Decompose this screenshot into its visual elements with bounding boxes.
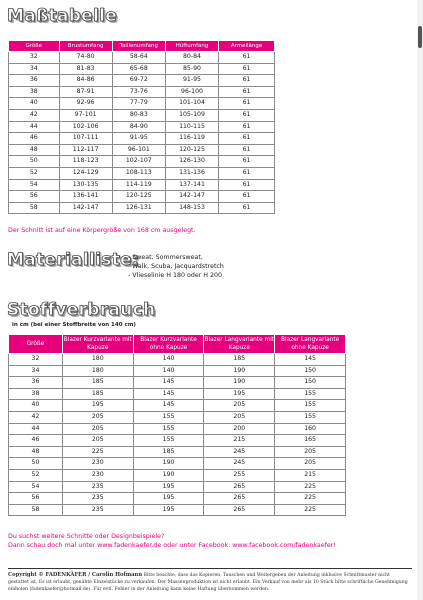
table-cell: 58: [9, 202, 60, 214]
table-cell: 230: [62, 469, 133, 481]
table-cell: 126-131: [112, 202, 165, 214]
table-cell: 185: [62, 388, 133, 400]
material-item: Walk, Scuba, Jacquardstretch: [132, 263, 224, 270]
table-cell: 225: [275, 481, 346, 493]
table-cell: 61: [219, 133, 275, 145]
table-row: [9, 365, 346, 377]
table-cell: 265: [204, 481, 275, 493]
table-row: [9, 469, 346, 481]
size-table-header-cell: Taillenumfang: [112, 41, 165, 52]
table-cell: 61: [219, 179, 275, 191]
table-cell: 38: [9, 86, 60, 98]
table-cell: 155: [275, 400, 346, 412]
table-cell: 255: [204, 469, 275, 481]
table-cell: 200: [204, 423, 275, 435]
table-cell: 96-100: [165, 86, 218, 98]
table-cell: 44: [9, 121, 60, 133]
table-cell: 92-96: [59, 98, 112, 110]
material-list-title: Materialliste:: [7, 250, 139, 270]
table-cell: 205: [62, 423, 133, 435]
table-row: [9, 504, 346, 516]
fabric-usage-title: Stoffverbrauch: [7, 300, 156, 320]
size-table-header-cell: Armellänge: [219, 41, 275, 52]
table-row: [9, 52, 275, 64]
table-cell: 235: [62, 504, 133, 516]
table-cell: 130-135: [59, 179, 112, 191]
table-cell: 265: [204, 493, 275, 505]
table-cell: 140: [133, 365, 204, 377]
table-cell: 107-111: [59, 133, 112, 145]
table-cell: 54: [9, 481, 63, 493]
table-row: [9, 98, 275, 110]
table-cell: 65-68: [112, 63, 165, 75]
material-list: [128, 253, 224, 280]
table-cell: 190: [204, 377, 275, 389]
table-cell: 235: [62, 481, 133, 493]
table-cell: 105-109: [165, 109, 218, 121]
table-cell: 155: [133, 411, 204, 423]
table-cell: 61: [219, 109, 275, 121]
table-cell: 180: [62, 365, 133, 377]
fabric-usage-table-header-cell: Blazer Langvariante mit Kapuze: [204, 335, 275, 354]
fabric-usage-table-header-cell: Blazer Langvariante ohne Kapuze: [275, 335, 346, 354]
table-cell: 124-129: [59, 167, 112, 179]
copyright-label: Copyright © FADENKÄFER / Carolin Hofmann: [8, 572, 143, 578]
table-cell: 145: [275, 354, 346, 366]
table-cell: 48: [9, 446, 63, 458]
table-cell: 136-141: [59, 191, 112, 203]
table-cell: 61: [219, 98, 275, 110]
table-row: [9, 144, 275, 156]
table-cell: 52: [9, 469, 63, 481]
table-cell: 61: [219, 75, 275, 87]
table-cell: 80-83: [112, 109, 165, 121]
table-row: [9, 388, 346, 400]
table-cell: 118-123: [59, 156, 112, 168]
size-table-header-cell: Brustumfang: [59, 41, 112, 52]
table-cell: 131-136: [165, 167, 218, 179]
table-cell: 42: [9, 109, 60, 121]
footer-divider: [8, 568, 412, 569]
table-cell: 160: [275, 423, 346, 435]
table-cell: 265: [204, 504, 275, 516]
table-cell: 120-125: [165, 144, 218, 156]
table-cell: 225: [275, 504, 346, 516]
table-cell: 185: [204, 354, 275, 366]
table-cell: 205: [62, 411, 133, 423]
table-cell: 40: [9, 400, 63, 412]
table-cell: 205: [204, 411, 275, 423]
table-cell: 137-141: [165, 179, 218, 191]
table-cell: 81-83: [59, 63, 112, 75]
table-cell: 150: [275, 377, 346, 389]
table-cell: 97-101: [59, 109, 112, 121]
table-cell: 61: [219, 202, 275, 214]
scrollbar[interactable]: [417, 0, 423, 600]
table-cell: 155: [275, 411, 346, 423]
table-row: [9, 481, 346, 493]
table-cell: 42: [9, 411, 63, 423]
website-link[interactable]: Dann schau doch mal unter www.fadenkaefer.de oder unter Facebook: www.facebook.com/fadenkaefer!: [8, 542, 336, 549]
table-cell: 46: [9, 133, 60, 145]
table-cell: 145: [133, 400, 204, 412]
table-cell: 108-113: [112, 167, 165, 179]
table-row: [9, 435, 346, 447]
material-item: - Sweat, Sommersweat,: [128, 254, 203, 261]
table-row: [9, 191, 275, 203]
table-cell: 101-104: [165, 98, 218, 110]
table-cell: 235: [62, 493, 133, 505]
table-row: [9, 423, 346, 435]
table-cell: 205: [275, 446, 346, 458]
table-cell: 58-64: [112, 52, 165, 64]
footer: [8, 572, 412, 593]
table-row: [9, 86, 275, 98]
table-cell: 190: [204, 365, 275, 377]
table-cell: 73-76: [112, 86, 165, 98]
table-row: [9, 400, 346, 412]
table-cell: 56: [9, 493, 63, 505]
table-row: [9, 458, 346, 470]
table-cell: 145: [133, 388, 204, 400]
table-cell: 50: [9, 458, 63, 470]
table-cell: 195: [133, 493, 204, 505]
table-cell: 74-80: [59, 52, 112, 64]
size-table: [8, 40, 275, 214]
table-cell: 32: [9, 354, 63, 366]
table-cell: 56: [9, 191, 60, 203]
table-cell: 110-115: [165, 121, 218, 133]
table-cell: 225: [62, 446, 133, 458]
table-cell: 85-90: [165, 63, 218, 75]
design-question: Du suchst weitere Schnitte oder Designbeispiele?: [8, 533, 165, 540]
table-cell: 230: [62, 458, 133, 470]
table-cell: 34: [9, 365, 63, 377]
table-cell: 80-84: [165, 52, 218, 64]
fabric-usage-table-header-cell: Blazer Kurzvariante mit Kapuze: [62, 335, 133, 354]
table-cell: 91-95: [112, 133, 165, 145]
table-cell: 61: [219, 144, 275, 156]
size-table-header: [9, 41, 275, 52]
table-cell: 77-79: [112, 98, 165, 110]
table-row: [9, 493, 346, 505]
table-cell: 245: [204, 458, 275, 470]
size-table-header-cell: Hüftumfang: [165, 41, 218, 52]
table-cell: 40: [9, 98, 60, 110]
table-cell: 155: [133, 423, 204, 435]
table-cell: 205: [275, 458, 346, 470]
table-row: [9, 75, 275, 87]
table-row: [9, 377, 346, 389]
table-cell: 61: [219, 121, 275, 133]
table-cell: 36: [9, 377, 63, 389]
table-cell: 34: [9, 63, 60, 75]
fabric-usage-table-body: [9, 354, 346, 516]
table-row: [9, 167, 275, 179]
table-cell: 195: [204, 388, 275, 400]
table-cell: 50: [9, 156, 60, 168]
table-cell: 44: [9, 423, 63, 435]
size-table-body: [9, 52, 275, 214]
table-cell: 142-147: [59, 202, 112, 214]
table-cell: 190: [133, 469, 204, 481]
table-cell: 52: [9, 167, 60, 179]
table-cell: 155: [275, 388, 346, 400]
table-cell: 91-95: [165, 75, 218, 87]
table-cell: 190: [133, 458, 204, 470]
table-cell: 120-125: [112, 191, 165, 203]
table-cell: 215: [275, 469, 346, 481]
table-cell: 195: [133, 504, 204, 516]
table-row: [9, 354, 346, 366]
table-cell: 195: [62, 400, 133, 412]
height-note: Der Schnitt ist auf eine Körpergröße von 168 cm ausgelegt.: [8, 227, 196, 234]
fabric-usage-subtitle: in cm (bei einer Stoffbreite von 140 cm): [12, 322, 136, 328]
table-cell: 180: [62, 354, 133, 366]
fabric-usage-table: [8, 334, 346, 516]
table-cell: 38: [9, 388, 63, 400]
table-row: [9, 411, 346, 423]
fabric-usage-table-header-cell: Größe: [9, 335, 63, 354]
table-cell: 245: [204, 446, 275, 458]
table-cell: 195: [133, 481, 204, 493]
mass-table-title: Maßtabelle: [7, 6, 118, 26]
table-cell: 102-106: [59, 121, 112, 133]
table-cell: 145: [133, 377, 204, 389]
table-cell: 155: [133, 435, 204, 447]
table-cell: 112-117: [59, 144, 112, 156]
table-row: [9, 202, 275, 214]
table-cell: 126-130: [165, 156, 218, 168]
table-row: [9, 133, 275, 145]
table-cell: 61: [219, 191, 275, 203]
table-cell: 215: [204, 435, 275, 447]
table-cell: 46: [9, 435, 63, 447]
table-cell: 61: [219, 167, 275, 179]
table-cell: 87-91: [59, 86, 112, 98]
table-cell: 114-119: [112, 179, 165, 191]
table-cell: 165: [275, 435, 346, 447]
table-cell: 58: [9, 504, 63, 516]
table-row: [9, 446, 346, 458]
table-cell: 185: [62, 377, 133, 389]
table-cell: 148-153: [165, 202, 218, 214]
table-cell: 54: [9, 179, 60, 191]
table-cell: 116-119: [165, 133, 218, 145]
table-row: [9, 179, 275, 191]
table-cell: 61: [219, 52, 275, 64]
table-row: [9, 63, 275, 75]
table-cell: 185: [133, 446, 204, 458]
scrollbar-thumb[interactable]: [418, 26, 422, 48]
table-row: [9, 109, 275, 121]
table-cell: 140: [133, 354, 204, 366]
copyright-text: Bitte beachte, dass das Kopieren, Tauschen und Weitergeben der Anleitung inklusive Schnittmuster nicht gestattet ist. Es ist erlaubt, genähte Einzelstücke zu verkaufen. Der Massenproduktion ist nicht erlaubt. Ein Verkauf von mehr als 10 Stück bitte schriftliche Genehmigung einholen (fadenkaefer@hotmail.de). Für evtl. Fehler in der Anleitung kann keine Haftung übernommen werden.: [8, 573, 408, 592]
table-cell: 150: [275, 365, 346, 377]
table-cell: 61: [219, 63, 275, 75]
table-cell: 48: [9, 144, 60, 156]
table-cell: 142-147: [165, 191, 218, 203]
table-cell: 69-72: [112, 75, 165, 87]
material-item: - Vlieselinie H 180 oder H 200: [128, 272, 223, 279]
fabric-usage-table-header-cell: Blazer Kurzvariante ohne Kapuze: [133, 335, 204, 354]
table-cell: 96-101: [112, 144, 165, 156]
table-cell: 205: [62, 435, 133, 447]
table-cell: 102-107: [112, 156, 165, 168]
table-row: [9, 156, 275, 168]
table-cell: 84-86: [59, 75, 112, 87]
table-row: [9, 121, 275, 133]
table-cell: 61: [219, 86, 275, 98]
table-cell: 61: [219, 156, 275, 168]
table-cell: 84-90: [112, 121, 165, 133]
table-cell: 36: [9, 75, 60, 87]
fabric-usage-table-header: [9, 335, 346, 354]
table-cell: 32: [9, 52, 60, 64]
table-cell: 225: [275, 493, 346, 505]
size-table-header-cell: Größe: [9, 41, 60, 52]
table-cell: 205: [204, 400, 275, 412]
